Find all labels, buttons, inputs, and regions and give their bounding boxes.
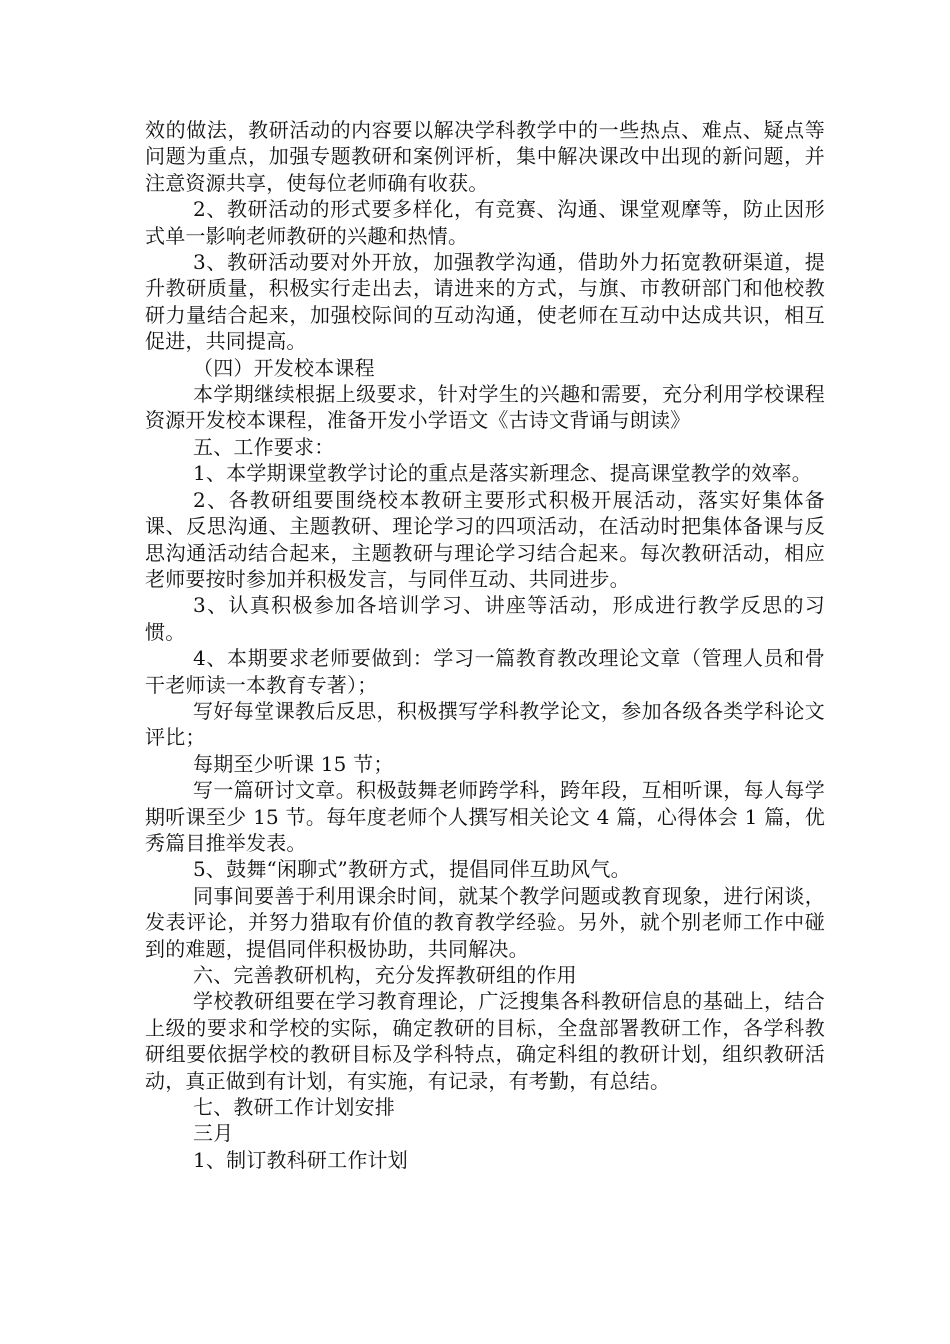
paragraph: 2、各教研组要围绕校本教研主要形式积极开展活动，落实好集体备课、反思沟通、主题教研、理论学习的四项活动，在活动时把集体备课与反思沟通活动结合起来，主题教研与理论学习结合起来。每次教研活动，相应老师要按时参加并积极发言，与同伴互动、共同进步。 (145, 487, 825, 591)
section-heading: 六、完善教研机构，充分发挥教研组的作用 (193, 963, 577, 987)
paragraph: 3、教研活动要对外开放，加强教学沟通，借助外力拓宽教研渠道，提升教研质量，积极实行走出去，请进来的方式，与旗、市教研部门和他校教研力量结合起来，加强校际间的互动沟通，使老师在互动中达成共识，相互促进，共同提高。 (145, 250, 825, 354)
paragraph: 3、认真积极参加各培训学习、讲座等活动，形成进行教学反思的习惯。 (145, 593, 825, 644)
paragraph: 2、教研活动的形式要多样化，有竞赛、沟通、课堂观摩等，防止因形式单一影响老师教研的兴趣和热情。 (145, 197, 825, 248)
paragraph: 同事间要善于利用课余时间，就某个教学问题或教育现象，进行闲谈，发表评论，并努力猎取有价值的教育教学经验。另外，就个别老师工作中碰到的难题，提倡同伴积极协助，共同解决。 (145, 883, 825, 961)
paragraph: 学校教研组要在学习教育理论，广泛搜集各科教研信息的基础上，结合上级的要求和学校的实际，确定教研的目标，全盘部署教研工作，各学科教研组要依据学校的教研目标及学科特点，确定科组的教研计划，组织教研活动，真正做到有计划，有实施，有记录，有考勤，有总结。 (145, 989, 825, 1093)
paragraph: 1、本学期课堂教学讨论的重点是落实新理念、提高课堂教学的效率。 (193, 461, 812, 486)
section-heading: 五、工作要求： (193, 434, 335, 459)
section-heading: 七、教研工作计划安排 (193, 1095, 395, 1120)
paragraph: 5、鼓舞“闲聊式”教研方式，提倡同伴互助风气。 (193, 857, 631, 882)
section-heading: （四）开发校本课程 (193, 355, 375, 380)
paragraph: 1、制订教科研工作计划 (193, 1147, 408, 1172)
paragraph: 写好每堂课教后反思，积极撰写学科教学论文，参加各级各类学科论文评比； (145, 698, 825, 750)
paragraph: 效的做法，教研活动的内容要以解决学科教学中的一些热点、难点、疑点等问题为重点，加强专题教研和案例评析，集中解决课改中出现的新问题，并注意资源共享，使每位老师确有收获。 (145, 118, 825, 195)
paragraph: 4、本期要求老师要做到：学习一篇教育教改理论文章（管理人员和骨干老师读一本教育专著）； (145, 646, 825, 697)
document-body (145, 117, 825, 1173)
paragraph: 写一篇研讨文章。积极鼓舞老师跨学科，跨年段，互相听课，每人每学期听课至少 15 节。每年度老师个人撰写相关论文 4 篇，心得体会 1 篇，优秀篇目推举发表。 (145, 778, 825, 855)
paragraph: 每期至少听课 15 节； (193, 751, 394, 776)
paragraph: 本学期继续根据上级要求，针对学生的兴趣和需要，充分利用学校课程资源开发校本课程，准备开发小学语文《古诗文背诵与朗读》 (145, 382, 825, 433)
month-heading: 三月 (193, 1121, 234, 1146)
